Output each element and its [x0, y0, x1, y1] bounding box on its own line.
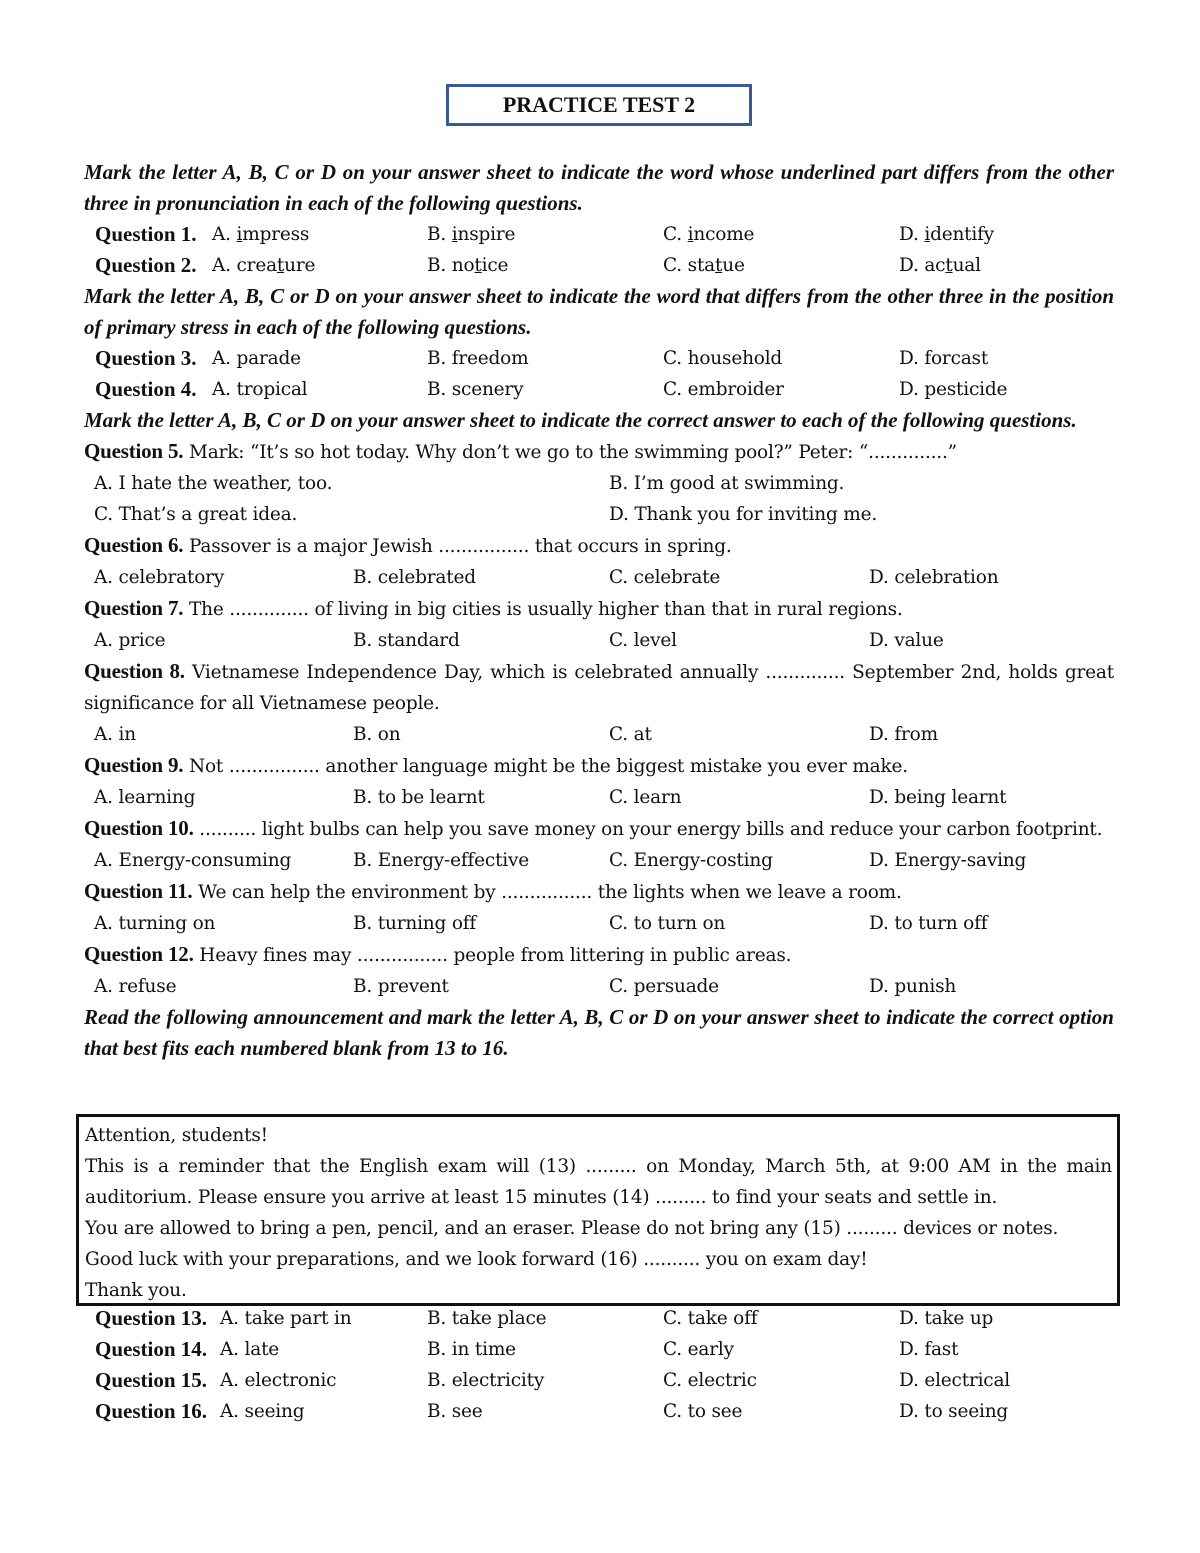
option-c: C. to see — [663, 1401, 743, 1422]
question-12-options — [84, 971, 1114, 1002]
section-1-instruction: Mark the letter A, B, C or D on your answer sheet to indicate the word whose underlined part differs from the other three in pronunciation in each of the following questions. — [84, 160, 1114, 215]
option-d: D. identify — [899, 224, 995, 245]
question-label: Question 1. — [95, 222, 197, 246]
option-d: D. Thank you for inviting me. — [609, 504, 878, 525]
question-16 — [84, 1396, 1114, 1427]
question-5-options-row-2 — [84, 499, 1114, 530]
question-2 — [84, 250, 1114, 281]
option-a: A. price — [94, 630, 166, 651]
option-b: B. electricity — [427, 1370, 545, 1391]
option-d: D. celebration — [869, 567, 999, 588]
option-c: C. at — [609, 724, 652, 745]
question-6-options — [84, 562, 1114, 593]
option-b: B. inspire — [427, 224, 516, 245]
announcement-line-4: Good luck with your preparations, and we look forward (16) .......... you on exam day! — [85, 1249, 868, 1270]
option-c: C. income — [663, 224, 755, 245]
option-d: D. actual — [899, 255, 981, 276]
question-11-options — [84, 908, 1114, 939]
option-d: D. pesticide — [899, 379, 1008, 400]
option-b: B. Energy-effective — [353, 850, 530, 871]
option-a: A. in — [94, 724, 136, 745]
option-c: C. persuade — [609, 976, 719, 997]
option-b: B. see — [427, 1401, 483, 1422]
option-a: A. seeing — [220, 1401, 305, 1422]
option-a: A. late — [220, 1339, 280, 1360]
question-9-stem: Question 9. Not ................ another language might be the biggest mistake you ever make. — [84, 753, 908, 777]
question-5-stem: Question 5. Mark: “It’s so hot today. Why don’t we go to the swimming pool?” Peter: “..............” — [84, 439, 957, 463]
option-c: C. learn — [609, 787, 682, 808]
option-a: A. creature — [212, 255, 316, 276]
section-4-instruction: Read the following announcement and mark the letter A, B, C or D on your answer sheet to indicate the correct option that best fits each numbered blank from 13 to 16. — [84, 1005, 1114, 1060]
option-c: C. statue — [663, 255, 745, 276]
option-c: C. Energy-costing — [609, 850, 773, 871]
option-a: A. celebratory — [94, 567, 225, 588]
announcement-line-3: You are allowed to bring a pen, pencil, and an eraser. Please do not bring any (15) ......... devices or notes. — [85, 1218, 1059, 1239]
option-a: A. tropical — [212, 379, 308, 400]
announcement-line-5: Thank you. — [85, 1280, 187, 1301]
option-c: C. electric — [663, 1370, 757, 1391]
option-a: A. electronic — [220, 1370, 337, 1391]
option-c: C. household — [663, 348, 783, 369]
question-label: Question 3. — [95, 346, 197, 370]
option-b: B. on — [353, 724, 401, 745]
option-d: D. from — [869, 724, 938, 745]
option-b: B. notice — [427, 255, 509, 276]
option-b: B. turning off — [353, 913, 477, 934]
question-5-options-row-1 — [84, 468, 1114, 499]
option-c: C. embroider — [663, 379, 784, 400]
option-d: D. Energy-saving — [869, 850, 1027, 871]
main-content — [84, 157, 1114, 1064]
question-label: Question 2. — [95, 253, 197, 277]
option-d: D. being learnt — [869, 787, 1007, 808]
option-a: A. take part in — [220, 1308, 352, 1329]
option-b: B. take place — [427, 1308, 547, 1329]
option-c: C. celebrate — [609, 567, 721, 588]
option-d: D. to seeing — [899, 1401, 1009, 1422]
option-c: C. That’s a great idea. — [94, 504, 298, 525]
option-c: C. to turn on — [609, 913, 726, 934]
option-c: C. level — [609, 630, 677, 651]
question-3 — [84, 343, 1114, 374]
question-10-options — [84, 845, 1114, 876]
option-b: B. to be learnt — [353, 787, 485, 808]
option-a: A. I hate the weather, too. — [94, 473, 333, 494]
question-11-stem: Question 11. We can help the environment by ................ the lights when we leave a room. — [84, 879, 902, 903]
question-label: Question 16. — [95, 1399, 208, 1423]
option-a: A. refuse — [94, 976, 177, 997]
cloze-questions — [84, 1303, 1114, 1427]
question-15 — [84, 1365, 1114, 1396]
option-b: B. scenery — [427, 379, 524, 400]
option-b: B. celebrated — [353, 567, 476, 588]
question-label: Question 14. — [95, 1337, 208, 1361]
question-9-options — [84, 782, 1114, 813]
question-4 — [84, 374, 1114, 405]
option-b: B. prevent — [353, 976, 449, 997]
question-1 — [84, 219, 1114, 250]
question-label: Question 15. — [95, 1368, 208, 1392]
question-7-options — [84, 625, 1114, 656]
question-label: Question 13. — [95, 1306, 208, 1330]
option-d: D. fast — [899, 1339, 959, 1360]
option-b: B. in time — [427, 1339, 516, 1360]
question-8-stem: Question 8. Vietnamese Independence Day, which is celebrated annually .............. September 2nd, holds great significance for all Vietnamese people. — [84, 659, 1114, 714]
option-b: B. freedom — [427, 348, 529, 369]
option-c: C. take off — [663, 1308, 758, 1329]
section-2-instruction: Mark the letter A, B, C or D on your answer sheet to indicate the word that differs from the other three in the position of primary stress in each of the following questions. — [84, 284, 1114, 339]
option-c: C. early — [663, 1339, 734, 1360]
question-12-stem: Question 12. Heavy fines may ................ people from littering in public areas. — [84, 942, 792, 966]
question-14 — [84, 1334, 1114, 1365]
option-d: D. value — [869, 630, 944, 651]
option-d: D. forcast — [899, 348, 989, 369]
option-a: A. learning — [94, 787, 196, 808]
question-label: Question 4. — [95, 377, 197, 401]
option-a: A. impress — [212, 224, 310, 245]
question-10-stem: Question 10. .......... light bulbs can help you save money on your energy bills and reduce your carbon footprint. — [84, 816, 1103, 840]
option-b: B. standard — [353, 630, 460, 651]
option-a: A. Energy-consuming — [94, 850, 292, 871]
option-a: A. turning on — [94, 913, 216, 934]
option-d: D. punish — [869, 976, 957, 997]
option-a: A. parade — [212, 348, 301, 369]
page-title: PRACTICE TEST 2 — [446, 84, 752, 126]
option-d: D. electrical — [899, 1370, 1011, 1391]
announcement-line-1: Attention, students! — [85, 1125, 268, 1146]
announcement-line-2: This is a reminder that the English exam will (13) ......... on Monday, March 5th, at 9:00 AM in the main auditorium. Please ensure you arrive at least 15 minutes (14) ......... to find your seats and settle in. — [85, 1156, 1112, 1208]
question-8-options — [84, 719, 1114, 750]
option-d: D. to turn off — [869, 913, 988, 934]
question-13 — [84, 1303, 1114, 1334]
announcement-box — [76, 1114, 1120, 1306]
option-d: D. take up — [899, 1308, 994, 1329]
section-3-instruction: Mark the letter A, B, C or D on your answer sheet to indicate the correct answer to each of the following questions. — [84, 408, 1077, 432]
option-b: B. I’m good at swimming. — [609, 473, 845, 494]
question-7-stem: Question 7. The .............. of living in big cities is usually higher than that in rural regions. — [84, 596, 903, 620]
question-6-stem: Question 6. Passover is a major Jewish ................ that occurs in spring. — [84, 533, 732, 557]
